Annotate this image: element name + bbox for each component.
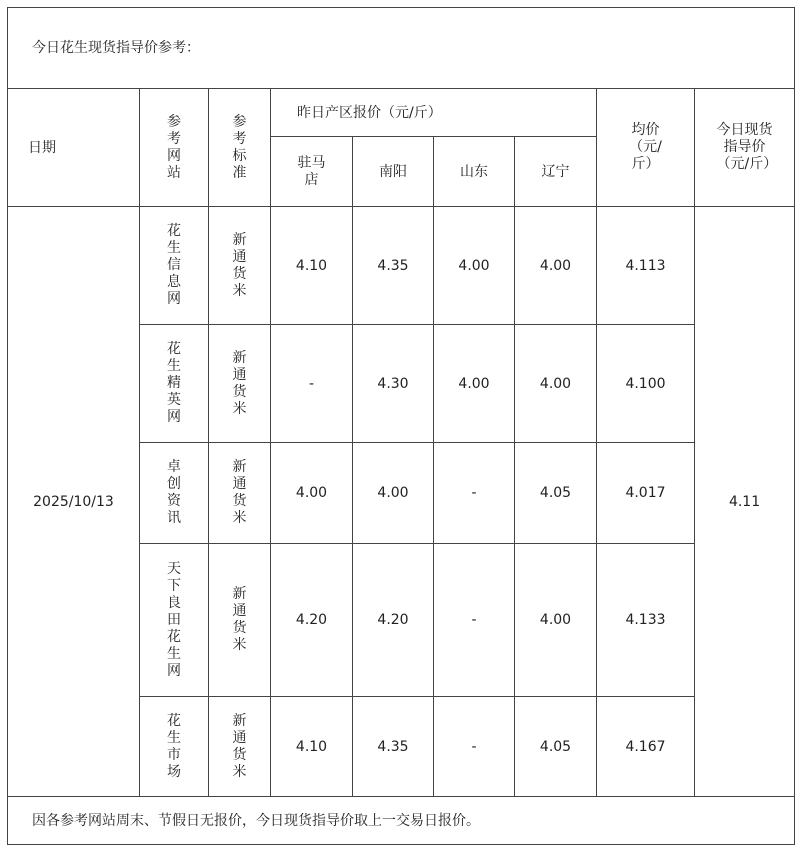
- avg-cell: 4.167: [597, 697, 695, 797]
- today-price-header: 今日现货指导价（元/斤）: [695, 89, 795, 207]
- site-cell: 卓创资讯: [140, 443, 209, 544]
- price-cell: 4.00: [271, 443, 353, 544]
- table-footnote: 因各参考网站周末、节假日无报价，今日现货指导价取上一交易日报价。: [8, 797, 795, 845]
- price-cell: 4.20: [271, 544, 353, 697]
- price-cell: 4.30: [353, 325, 434, 443]
- price-cell: -: [434, 697, 515, 797]
- price-cell: 4.00: [434, 207, 515, 325]
- price-cell: 4.05: [515, 443, 597, 544]
- site-cell: 天下良田花生网: [140, 544, 209, 697]
- price-cell: -: [434, 544, 515, 697]
- site-cell: 花生市场: [140, 697, 209, 797]
- today-price-cell: 4.11: [695, 207, 795, 797]
- price-cell: -: [434, 443, 515, 544]
- site-cell: 花生精英网: [140, 325, 209, 443]
- standard-cell: 新通货米: [209, 325, 271, 443]
- price-table: [7, 7, 795, 845]
- price-cell: 4.20: [353, 544, 434, 697]
- avg-cell: 4.100: [597, 325, 695, 443]
- region-group-header: 昨日产区报价（元/斤）: [271, 89, 597, 137]
- standard-cell: 新通货米: [209, 544, 271, 697]
- price-cell: 4.00: [515, 544, 597, 697]
- avg-header: 均价（元/斤）: [597, 89, 695, 207]
- price-cell: 4.35: [353, 697, 434, 797]
- standard-cell: 新通货米: [209, 697, 271, 797]
- avg-cell: 4.133: [597, 544, 695, 697]
- region-header-liaoning: 辽宁: [515, 137, 597, 207]
- region-header-shandong: 山东: [434, 137, 515, 207]
- site-header: 参考网站: [140, 89, 209, 207]
- price-cell: 4.00: [353, 443, 434, 544]
- price-cell: 4.10: [271, 207, 353, 325]
- date-cell: 2025/10/13: [8, 207, 140, 797]
- price-cell: 4.35: [353, 207, 434, 325]
- price-cell: 4.05: [515, 697, 597, 797]
- table-row: [8, 207, 795, 325]
- price-cell: 4.00: [515, 325, 597, 443]
- standard-cell: 新通货米: [209, 207, 271, 325]
- price-cell: -: [271, 325, 353, 443]
- price-cell: 4.00: [515, 207, 597, 325]
- avg-cell: 4.017: [597, 443, 695, 544]
- site-cell: 花生信息网: [140, 207, 209, 325]
- region-header-zhumadian: 驻马店: [271, 137, 353, 207]
- standard-header: 参考标准: [209, 89, 271, 207]
- standard-cell: 新通货米: [209, 443, 271, 544]
- price-cell: 4.10: [271, 697, 353, 797]
- avg-cell: 4.113: [597, 207, 695, 325]
- date-header: 日期: [8, 89, 140, 207]
- table-caption: 今日花生现货指导价参考：: [8, 8, 795, 89]
- region-header-nanyang: 南阳: [353, 137, 434, 207]
- price-cell: 4.00: [434, 325, 515, 443]
